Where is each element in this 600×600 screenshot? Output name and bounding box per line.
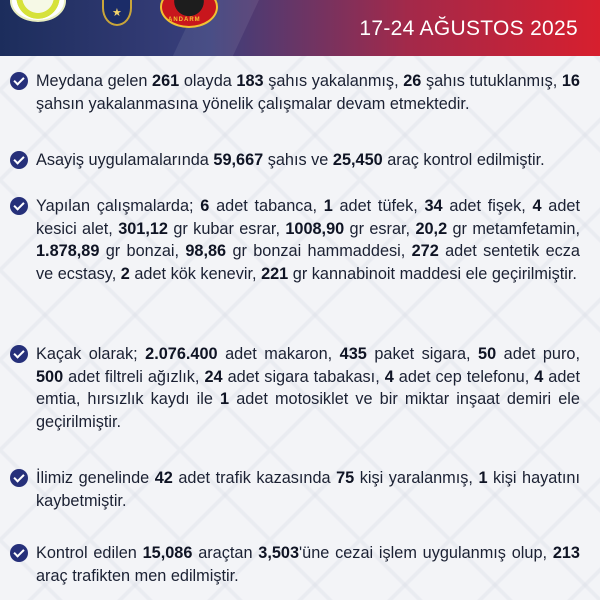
check-circle-icon — [10, 72, 28, 90]
figure-value: 6 — [200, 197, 210, 215]
figure-value: 59,667 — [213, 151, 264, 169]
item-text-segment: adet motosiklet ve bir miktar inşaat demiri ele geçirilmiştir. — [36, 390, 580, 431]
item-text-segment: Asayiş uygulamalarında — [36, 151, 214, 169]
item-text — [36, 195, 580, 285]
figure-value: 1 — [220, 390, 230, 408]
figure-value: 272 — [411, 242, 439, 260]
item-text-segment: şahıs yakalanmış, — [263, 72, 404, 90]
figure-value: 2.076.400 — [145, 345, 218, 363]
item-text-segment: adet cep telefonu, — [393, 367, 535, 386]
figure-value: 25,450 — [332, 151, 383, 169]
item-text-segment: Kaçak olarak; — [36, 345, 146, 363]
item-text-segment: olayda — [179, 72, 237, 90]
figure-value: 98,86 — [185, 242, 227, 260]
item-text-segment: adet emtia, hırsızlık kaydı ile — [36, 367, 580, 408]
item-text — [36, 70, 580, 115]
item-text-segment: şahıs tutuklanmış, — [421, 72, 562, 90]
police-badge-logo: ★ — [102, 0, 132, 26]
item-text-segment: kişi yaralanmış, — [354, 469, 479, 487]
header-banner — [0, 0, 600, 56]
item-text-segment: adet sentetik ecza ve ecstasy, — [36, 242, 580, 283]
check-circle-icon — [10, 151, 28, 169]
item-text — [36, 149, 580, 172]
report-date: 17-24 AĞUSTOS 2025 — [359, 17, 578, 40]
item-text-segment: adet kesici alet, — [36, 197, 580, 238]
item-text-segment: gr esrar, — [344, 219, 416, 238]
item-text-segment: Meydana gelen — [36, 72, 153, 90]
item-text-segment: kişi hayatını kaybetmiştir. — [36, 469, 580, 510]
item-text-segment: araç trafikten men edilmiştir. — [36, 566, 239, 585]
figure-value: 24 — [204, 367, 223, 386]
municipality-logo — [10, 0, 66, 22]
figure-value: 4 — [534, 367, 544, 386]
item-text-segment: gr bonzai hammaddesi, — [226, 242, 412, 260]
item-text — [36, 542, 580, 587]
figure-value: 4 — [532, 197, 542, 215]
figure-value: 1.878,89 — [36, 242, 100, 260]
figure-value: 183 — [236, 72, 264, 90]
figure-value: 500 — [36, 367, 64, 386]
figure-value: 42 — [154, 469, 173, 487]
figure-value: 213 — [552, 544, 580, 562]
item-text-segment: şahsın yakalanmasına yönelik çalışmalar devam etmektedir. — [36, 94, 470, 113]
item-text-segment: paket sigara, — [366, 345, 479, 363]
item-text-segment: gr kannabinoit maddesi ele geçirilmiştir. — [288, 264, 577, 283]
figure-value: 1 — [478, 469, 488, 487]
figure-value: 301,12 — [118, 219, 168, 238]
item-text-segment: Yapılan çalışmalarda; — [36, 197, 201, 215]
figure-value: 34 — [424, 197, 443, 215]
check-circle-icon — [10, 345, 28, 363]
item-text-segment: adet makaron, — [217, 345, 340, 363]
item-text-segment: şahıs ve — [263, 151, 333, 169]
figure-value: 75 — [336, 469, 355, 487]
check-circle-icon — [10, 469, 28, 487]
figure-value: 261 — [152, 72, 180, 90]
item-text-segment: adet puro, — [496, 345, 580, 363]
item-text-segment: gr metamfetamin, — [447, 219, 580, 238]
item-text-segment: adet filtreli ağızlık, — [63, 367, 205, 386]
item-text-segment: adet fişek, — [442, 197, 533, 215]
item-text-segment: Kontrol edilen — [36, 544, 143, 562]
figure-value: 4 — [384, 367, 394, 386]
item-text-segment: adet tüfek, — [332, 197, 425, 215]
figure-value: 221 — [261, 264, 289, 283]
item-text-segment: adet sigara tabakası, — [222, 367, 385, 386]
figure-value: 26 — [403, 72, 422, 90]
figure-value: 20,2 — [415, 219, 448, 238]
figure-value: 16 — [561, 72, 580, 90]
item-text-segment: 'üne cezai işlem uygulanmış olup, — [299, 544, 553, 562]
item-text-segment: gr kubar esrar, — [168, 219, 286, 238]
item-text-segment: araç kontrol edilmiştir. — [382, 151, 545, 169]
item-text-segment: adet kök kenevir, — [129, 264, 262, 283]
item-text — [36, 467, 580, 512]
item-text — [36, 343, 580, 433]
figure-value: 50 — [478, 345, 497, 363]
item-text-segment: araçtan — [192, 544, 259, 562]
figure-value: 15,086 — [142, 544, 193, 562]
item-text-segment: adet trafik kazasında — [172, 469, 337, 487]
figure-value: 435 — [339, 345, 367, 363]
item-text-segment: adet tabanca, — [209, 197, 324, 215]
figure-value: 2 — [120, 264, 130, 283]
check-circle-icon — [10, 544, 28, 562]
check-circle-icon — [10, 197, 28, 215]
item-text-segment: gr bonzai, — [99, 242, 186, 260]
jandarma-logo: ANDARM — [160, 0, 218, 28]
figure-value: 3,503 — [258, 544, 300, 562]
figure-value: 1 — [323, 197, 333, 215]
figure-value: 1008,90 — [285, 219, 345, 238]
item-text-segment: İlimiz genelinde — [36, 469, 155, 487]
